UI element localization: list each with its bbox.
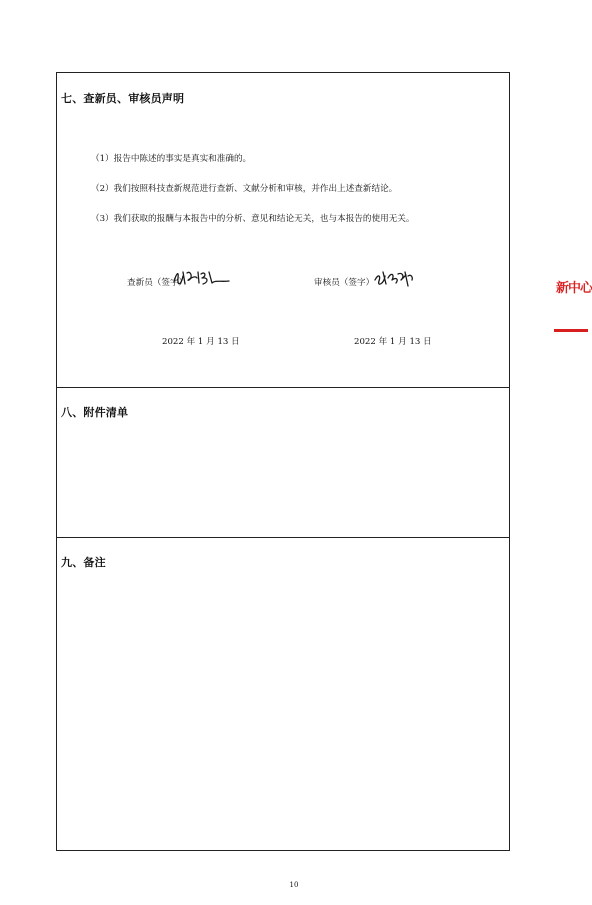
- reviewer-signature-image: [372, 266, 416, 290]
- statement-1: （1）报告中陈述的事实是真实和准确的。: [91, 154, 252, 164]
- attachments-title: 八、附件清单: [61, 406, 129, 419]
- declaration-section: [57, 73, 509, 388]
- reviewer-signature-label: 审核员（签字）: [314, 278, 375, 288]
- red-seal-stamp: [551, 265, 592, 345]
- remarks-section: [57, 538, 509, 850]
- reviewer-date: 2022 年 1 月 13 日: [354, 337, 432, 347]
- statement-2: （2）我们按照科技查新规范进行查新、文献分析和审核，并作出上述查新结论。: [91, 184, 398, 194]
- searcher-date: 2022 年 1 月 13 日: [162, 337, 240, 347]
- stamp-text: 新中心: [556, 281, 592, 296]
- stamp-line: [554, 329, 588, 332]
- attachments-section: [57, 388, 509, 538]
- statement-3: （3）我们获取的报酬与本报告中的分析、意见和结论无关，也与本报告的使用无关。: [91, 214, 415, 224]
- report-form-frame: [56, 72, 510, 851]
- searcher-signature-label: 查新员（签字）: [127, 278, 188, 288]
- searcher-signature-image: [171, 264, 233, 290]
- declaration-title: 七、查新员、审核员声明: [61, 92, 185, 105]
- remarks-title: 九、备注: [61, 556, 106, 569]
- page-number: 10: [289, 881, 299, 889]
